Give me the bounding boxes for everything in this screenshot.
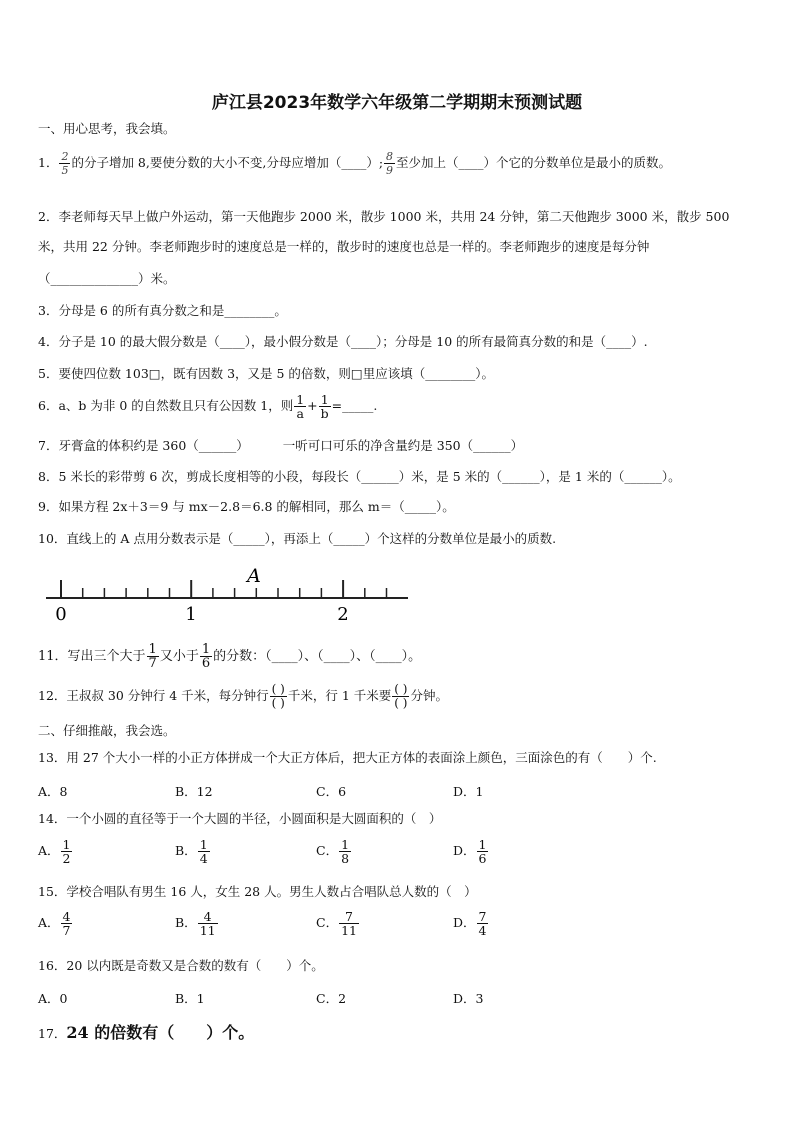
q16-option-a[interactable]: A．0 [38, 991, 68, 1006]
question-13: 13．用 27 个大小一样的小正方体拼成一个大正方体后，把大正方体的表面涂上颜色，三面涂色的有（ ）个. [38, 750, 657, 765]
question-6: 6．a、b 为非 0 的自然数且只有公因数 1，则 $\frac{1}{a}$ + $\frac{1}{b}$ =_____. [38, 392, 378, 421]
fraction-1-b: $\frac{1}{b}$ [320, 392, 329, 421]
question-2-line-1: 2．李老师每天早上做户外运动，第一天他跑步 2000 米，散步 1000 米，共用 24 分钟，第二天他跑步 3000 米，散步 500 [38, 209, 730, 224]
fraction-1-6: $\frac{1}{6}$ [201, 642, 211, 671]
q13-option-c[interactable]: C．6 [316, 784, 347, 799]
page-title: 庐江县2023年数学六年级第二学期期末预测试题 [211, 93, 583, 113]
q15-option-a[interactable]: A． $\frac{4}{7}$ [38, 909, 71, 938]
q14-option-b[interactable]: B． $\frac{1}{4}$ [175, 837, 208, 866]
q14-option-d[interactable]: D． $\frac{1}{6}$ [453, 837, 487, 866]
question-1: 1． $\frac{2}{5}$ 的分子增加 8,要使分数的大小不变,分母应增加（____）; $\frac{8}{9}$ 至少加上（____）个它的分数单位是最小的质数。 [38, 150, 672, 177]
q13-option-b[interactable]: B．12 [175, 784, 213, 799]
q16-option-c[interactable]: C．2 [316, 991, 347, 1006]
question-11: 11．写出三个大于 $\frac{1}{7}$ 又小于 $\frac{1}{6}$ 的分数：（____）、（____）、（____）。 [38, 642, 422, 671]
number-line-figure [40, 562, 415, 626]
q14-option-c[interactable]: C． $\frac{1}{8}$ [316, 837, 350, 866]
number-line-label-1: 1 [185, 604, 197, 625]
question-17: 17．24 的倍数有（ ）个。 [38, 1023, 255, 1042]
q16-option-d[interactable]: D．3 [453, 991, 484, 1006]
blank-fraction-2: $\frac{( )}{( )}$ [394, 682, 408, 710]
question-16: 16．20 以内既是奇数又是合数的数有（ ）个。 [38, 958, 324, 973]
q16-option-b[interactable]: B．1 [175, 991, 205, 1006]
question-12: 12．王叔叔 30 分钟行 4 千米，每分钟行 $\frac{( )}{( )}$ 千米，行 1 千米要 $\frac{( )}{( )}$ 分钟。 [38, 682, 448, 710]
point-a-label: A [247, 565, 261, 587]
q15-option-b[interactable]: B． $\frac{4}{11}$ [175, 909, 216, 938]
q15-option-d[interactable]: D． $\frac{7}{4}$ [453, 909, 487, 938]
number-line-label-0: 0 [55, 604, 67, 625]
question-2-line-2: 米，共用 22 分钟。李老师跑步时的速度总是一样的，散步时的速度也总是一样的。李老师跑步的速度是每分钟 [38, 239, 650, 254]
q13-option-d[interactable]: D．1 [453, 784, 484, 799]
fraction-2-5: $\frac{2}{5}$ [61, 150, 69, 177]
number-line-label-2: 2 [337, 604, 349, 625]
question-9: 9．如果方程 2x＋3＝9 与 mx－2.8＝6.8 的解相同，那么 m＝（_____）。 [38, 499, 455, 514]
fraction-8-9: $\frac{8}{9}$ [386, 150, 394, 177]
question-5: 5．要使四位数 103□，既有因数 3，又是 5 的倍数，则□里应该填（________）。 [38, 366, 494, 381]
question-3: 3．分母是 6 的所有真分数之和是________。 [38, 303, 287, 318]
fraction-1-a: $\frac{1}{a}$ [296, 392, 305, 421]
q13-option-a[interactable]: A．8 [38, 784, 68, 799]
question-2-line-3: （______________）米。 [38, 271, 176, 286]
question-4: 4．分子是 10 的最大假分数是（____），最小假分数是（____）；分母是 10 的所有最简真分数的和是（____）. [38, 334, 648, 349]
number-line-ticks [61, 580, 387, 598]
question-7: 7．牙膏盒的体积约是 360（______） 一听可口可乐的净含量约是 350（______） [38, 438, 524, 453]
section-2-heading: 二、仔细推敲，我会选。 [38, 723, 176, 738]
question-10: 10．直线上的 A 点用分数表示是（_____），再添上（_____）个这样的分数单位是最小的质数. [38, 531, 557, 546]
fraction-1-7: $\frac{1}{7}$ [148, 642, 157, 671]
question-15: 15．学校合唱队有男生 16 人，女生 28 人。男生人数占合唱队总人数的（ ） [38, 884, 477, 899]
question-8: 8．5 米长的彩带剪 6 次，剪成长度相等的小段，每段长（______）米，是 5 米的（______），是 1 米的（______）。 [38, 469, 681, 484]
question-14: 14．一个小圆的直径等于一个大圆的半径，小圆面积是大圆面积的（ ） [38, 811, 442, 826]
section-1-heading: 一、用心思考，我会填。 [38, 121, 176, 136]
blank-fraction-1: $\frac{( )}{( )}$ [271, 682, 285, 710]
q15-option-c[interactable]: C． $\frac{7}{11}$ [316, 909, 357, 938]
q14-option-a[interactable]: A． $\frac{1}{2}$ [38, 837, 71, 866]
